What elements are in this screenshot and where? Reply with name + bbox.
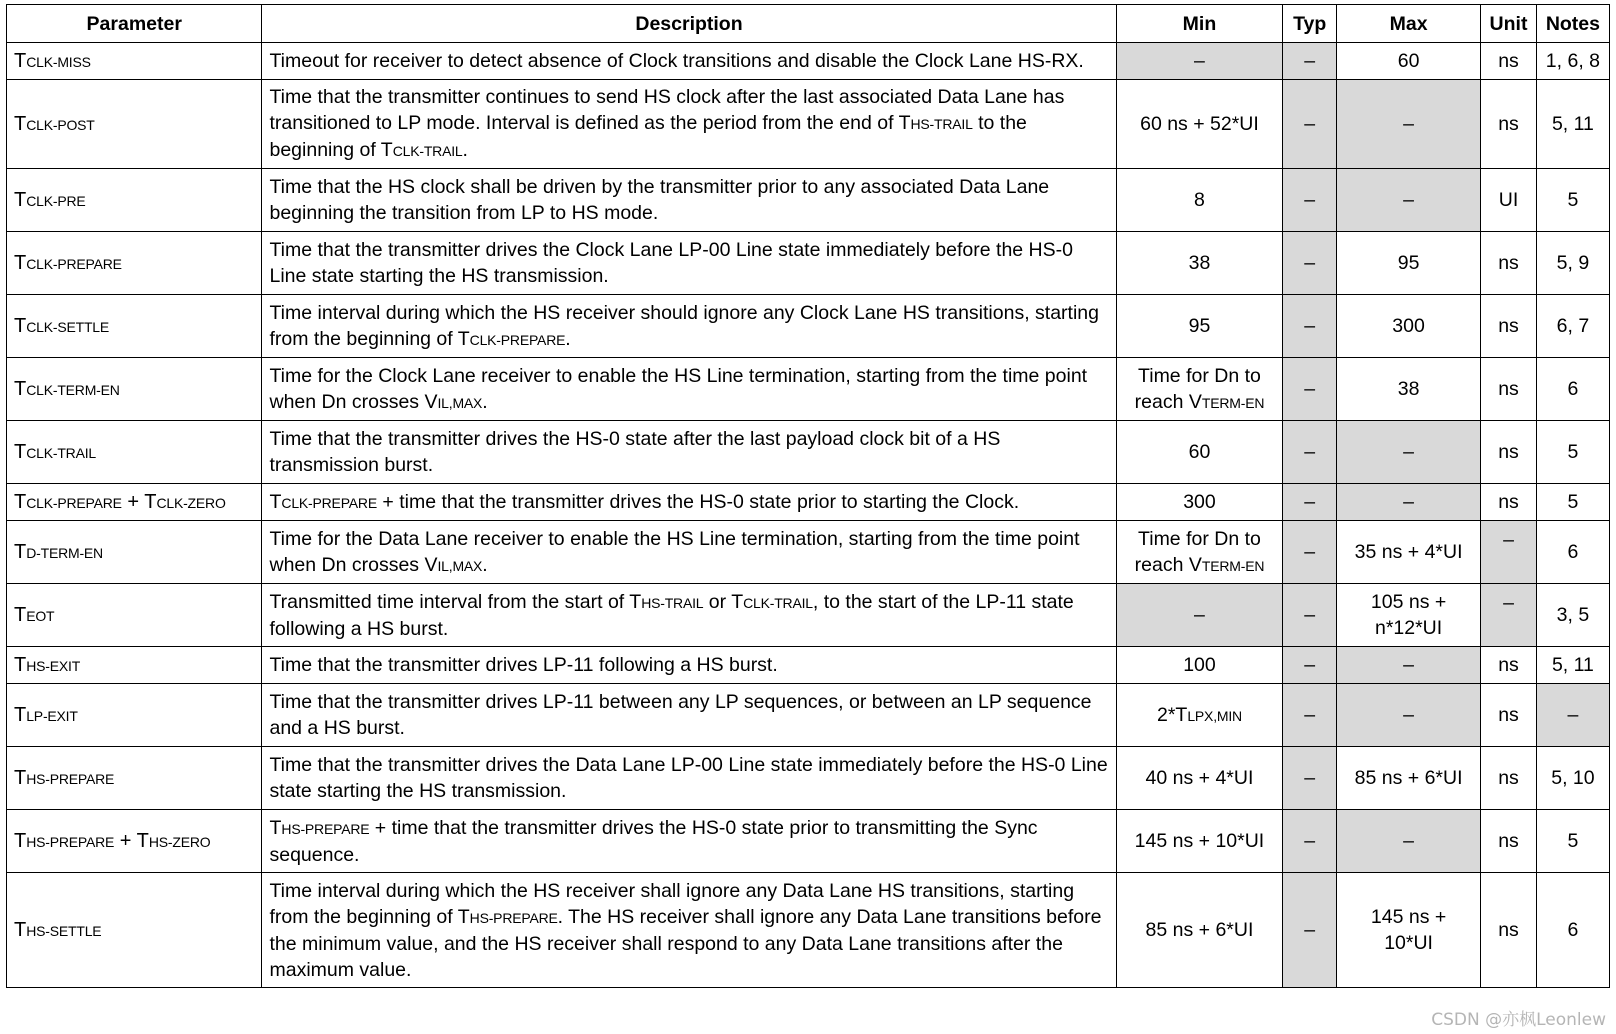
header-parameter: Parameter [7,5,262,43]
unit-cell: ns [1481,43,1537,80]
parameter-cell [7,295,262,358]
table-row [7,169,1610,232]
max-cell [1336,295,1480,358]
subscript-text: LPX,MIN [1187,707,1242,724]
typ-cell: – [1283,484,1337,521]
subscript-text: HS-PREPARE [26,833,115,850]
notes-cell: 5, 11 [1536,647,1609,684]
table-row [7,747,1610,810]
text-run: T [14,49,27,72]
unit-cell: UI [1481,169,1537,232]
text-run: Transmitted time interval from the start of T [269,590,642,613]
description-cell [262,169,1116,232]
parameter-cell [7,684,262,747]
text-run: . [482,390,488,413]
typ-cell: – [1283,873,1337,988]
subscript-text: CLK-ZERO [156,494,226,511]
unit-cell: ns [1481,421,1537,484]
text-run: – [1194,604,1205,626]
parameter-cell [7,421,262,484]
text-run: 95 [1397,252,1420,274]
description-cell [262,873,1116,988]
timing-spec-table [6,4,1610,988]
table-row [7,810,1610,873]
text-run: 35 ns + 4*UI [1354,541,1463,563]
header-unit: Unit [1481,5,1537,43]
text-run: 85 ns + 6*UI [1354,767,1463,789]
typ-cell: – [1283,810,1337,873]
description-cell [262,43,1116,80]
text-run: T [14,703,27,726]
table-row [7,584,1610,647]
text-run: – [1403,491,1414,513]
text-run: Time interval during which the HS receiver should ignore any Clock Lane HS transitions, starting from the beginning of T [269,301,1099,350]
text-run: T [14,766,27,789]
text-run: 85 ns + 6*UI [1145,919,1254,941]
parameter-cell [7,747,262,810]
table-row [7,43,1610,80]
subscript-text: HS-PREPARE [281,820,370,837]
text-run: 60 [1188,441,1211,463]
text-run: T [14,188,27,211]
table-body [7,43,1610,988]
min-cell [1116,421,1283,484]
description-cell [262,584,1116,647]
min-cell [1116,80,1283,169]
text-run: to the beginning of T [269,112,1027,161]
subscript-text: HS-TRAIL [910,116,973,132]
parameter-cell [7,873,262,988]
unit-cell: ns [1481,232,1537,295]
description-cell [262,232,1116,295]
text-run: + T [121,490,157,513]
text-run: 38 [1188,252,1211,274]
text-run: T [14,829,27,852]
notes-cell: 5, 11 [1536,80,1609,169]
unit-cell: ns [1481,747,1537,810]
parameter-cell [7,810,262,873]
description-cell [262,80,1116,169]
watermark: CSDN @亦枫Leonlew [1431,1010,1606,1030]
parameter-cell [7,232,262,295]
text-run: – [1403,113,1414,135]
table-row [7,647,1610,684]
notes-cell: 5 [1536,169,1609,232]
parameter-cell [7,584,262,647]
subscript-text: CLK-TRAIL [392,143,463,159]
text-run: + time that the transmitter drives the HS-0 state prior to transmitting the Sync sequence. [269,816,1038,866]
text-run: 60 ns + 52*UI [1140,113,1259,135]
text-run: Time that the transmitter drives the Clock Lane LP-00 Line state immediately before the HS-0 Line state starting the HS transmission. [269,239,1073,287]
typ-cell: – [1283,747,1337,810]
table-row [7,484,1610,521]
max-cell [1336,169,1480,232]
text-run: 95 [1188,315,1211,337]
subscript-text: TERM-EN [1201,557,1265,574]
notes-cell: 5 [1536,810,1609,873]
text-run: 2*T [1156,703,1188,726]
max-cell [1336,584,1480,647]
text-run: Time that the transmitter drives LP-11 between any LP sequences, or between an LP sequence and a HS burst. [269,691,1092,739]
min-cell [1116,810,1283,873]
subscript-text: HS-PREPARE [469,909,558,926]
subscript-text: HS-PREPARE [26,770,115,787]
subscript-text: TERM-EN [1201,394,1265,411]
text-run: T [14,314,27,337]
unit-cell: ns [1481,873,1537,988]
min-cell [1116,169,1283,232]
text-run: . [482,553,488,576]
min-cell [1116,43,1283,80]
max-cell [1336,747,1480,810]
unit-cell: – [1481,521,1537,584]
text-run: T [14,251,27,274]
text-run: – [1403,654,1414,676]
text-run: – [1403,441,1414,463]
min-cell [1116,295,1283,358]
max-cell [1336,484,1480,521]
notes-cell: 5, 9 [1536,232,1609,295]
text-run: Time for the Data Lane receiver to enable the HS Line termination, starting from the time point when Dn crosses V [269,527,1080,576]
max-cell [1336,684,1480,747]
table-row [7,232,1610,295]
text-run: T [14,440,27,463]
text-run: T [14,603,27,626]
min-cell [1116,358,1283,421]
parameter-cell [7,169,262,232]
description-cell [262,358,1116,421]
text-run: 300 [1392,315,1425,337]
text-run: + time that the transmitter drives the HS-0 state prior to starting the Clock. [376,490,1020,513]
typ-cell: – [1283,295,1337,358]
parameter-cell [7,80,262,169]
notes-cell: 3, 5 [1536,584,1609,647]
description-cell [262,747,1116,810]
subscript-text: CLK-MISS [26,53,91,70]
subscript-text: EOT [26,607,55,624]
table-row [7,295,1610,358]
text-run: , to the start of the LP-11 state following a HS burst. [269,590,1074,640]
subscript-text: IL,MAX [437,394,483,411]
text-run: – [1403,189,1414,211]
description-cell [262,421,1116,484]
typ-cell: – [1283,647,1337,684]
notes-cell: 5, 10 [1536,747,1609,810]
text-run: T [14,653,27,676]
unit-cell: ns [1481,810,1537,873]
parameter-cell [7,358,262,421]
max-cell [1336,810,1480,873]
notes-cell: – [1536,684,1609,747]
text-run: Time that the HS clock shall be driven by the transmitter prior to any associated Data Lane beginning the transition from LP to HS mode. [269,176,1050,224]
notes-cell: 6 [1536,358,1609,421]
typ-cell: – [1283,358,1337,421]
text-run: T [269,490,282,513]
text-run: 8 [1194,189,1205,211]
description-cell [262,521,1116,584]
subscript-text: CLK-PREPARE [26,494,122,511]
parameter-cell [7,521,262,584]
text-run: – [1194,50,1205,72]
text-run: . [565,327,571,350]
max-cell [1336,521,1480,584]
text-run: T [14,918,27,941]
subscript-text: CLK-TRAIL [26,444,96,461]
text-run: 60 [1397,50,1420,72]
description-cell [262,684,1116,747]
min-cell [1116,684,1283,747]
max-cell [1336,43,1480,80]
text-run: . [462,139,468,161]
min-cell [1116,873,1283,988]
subscript-text: CLK-POST [26,116,95,133]
text-run: 105 ns + n*12*UI [1370,591,1447,639]
text-run: . The HS receiver shall ignore any Data Lane transitions before the minimum value, and the HS receiver shall respond to any Data Lane transitions after the maximum value. [269,905,1102,981]
subscript-text: CLK-TRAIL [743,594,813,611]
typ-cell: – [1283,80,1337,169]
text-run: Time that the transmitter drives LP-11 following a HS burst. [269,654,778,676]
table-row [7,80,1610,169]
unit-cell: ns [1481,358,1537,421]
text-run: Time for Dn to reach V [1134,527,1261,576]
text-run: Time that the transmitter drives the Data Lane LP-00 Line state immediately before the HS-0 Line state starting the HS transmission. [269,754,1108,802]
notes-cell: 6 [1536,873,1609,988]
notes-cell: 1, 6, 8 [1536,43,1609,80]
text-run: Time for Dn to reach V [1134,364,1261,413]
subscript-text: D-TERM-EN [26,544,103,561]
text-run: Timeout for receiver to detect absence of Clock transitions and disable the Clock Lane HS-RX. [269,50,1084,72]
max-cell [1336,421,1480,484]
unit-cell: ns [1481,684,1537,747]
text-run: Time that the transmitter continues to send HS clock after the last associated Data Lane has transitioned to LP mode. Interval is defined as the period from the end of T [269,86,1065,134]
table-row [7,421,1610,484]
text-run: + T [114,829,149,852]
subscript-text: CLK-PREPARE [469,331,566,348]
text-run: T [269,816,282,839]
header-typ: Typ [1283,5,1337,43]
text-run: T [14,377,27,400]
subscript-text: HS-ZERO [148,833,211,850]
notes-cell: 6 [1536,521,1609,584]
description-cell [262,484,1116,521]
table-row [7,684,1610,747]
typ-cell: – [1283,421,1337,484]
text-run: – [1403,830,1414,852]
notes-cell: 5 [1536,484,1609,521]
text-run: T [14,490,27,513]
text-run: 145 ns + 10*UI [1370,906,1447,954]
text-run: 145 ns + 10*UI [1134,830,1265,852]
table-row [7,521,1610,584]
typ-cell: – [1283,169,1337,232]
max-cell [1336,873,1480,988]
typ-cell: – [1283,684,1337,747]
text-run: 300 [1183,491,1216,513]
text-run: T [14,112,27,135]
max-cell [1336,358,1480,421]
text-run: Time that the transmitter drives the HS-0 state after the last payload clock bit of a HS transmission burst. [269,428,1001,476]
header-min: Min [1116,5,1283,43]
subscript-text: CLK-TERM-EN [26,381,120,398]
table-row [7,873,1610,988]
max-cell [1336,80,1480,169]
subscript-text: HS-EXIT [26,657,81,674]
description-cell [262,810,1116,873]
typ-cell: – [1283,521,1337,584]
min-cell [1116,747,1283,810]
description-cell [262,295,1116,358]
header-notes: Notes [1536,5,1609,43]
text-run: or T [703,590,744,613]
typ-cell: – [1283,232,1337,295]
parameter-cell [7,647,262,684]
unit-cell: ns [1481,295,1537,358]
min-cell [1116,584,1283,647]
unit-cell: ns [1481,647,1537,684]
subscript-text: HS-SETTLE [26,922,102,939]
table-row [7,358,1610,421]
subscript-text: LP-EXIT [26,707,78,724]
parameter-cell [7,43,262,80]
text-run: Time interval during which the HS receiver shall ignore any Data Lane HS transitions, starting from the beginning of T [269,879,1075,928]
min-cell [1116,647,1283,684]
max-cell [1336,647,1480,684]
typ-cell: – [1283,43,1337,80]
notes-cell: 5 [1536,421,1609,484]
text-run: 100 [1183,654,1216,676]
text-run: 40 ns + 4*UI [1145,767,1254,789]
subscript-text: CLK-PREPARE [26,255,122,272]
text-run: – [1403,704,1414,726]
unit-cell: ns [1481,80,1537,169]
min-cell [1116,232,1283,295]
subscript-text: HS-TRAIL [641,594,704,611]
parameter-cell [7,484,262,521]
text-run: Time for the Clock Lane receiver to enable the HS Line termination, starting from the time point when Dn crosses V [269,364,1088,413]
description-cell [262,647,1116,684]
header-max: Max [1336,5,1480,43]
text-run: 38 [1397,378,1420,400]
subscript-text: CLK-PREPARE [281,494,377,511]
typ-cell: – [1283,584,1337,647]
unit-cell: ns [1481,484,1537,521]
notes-cell: 6, 7 [1536,295,1609,358]
min-cell [1116,484,1283,521]
table-header-row [7,5,1610,43]
unit-cell: – [1481,584,1537,647]
subscript-text: CLK-SETTLE [26,318,110,335]
text-run: T [14,540,27,563]
min-cell [1116,521,1283,584]
subscript-text: CLK-PRE [26,192,86,209]
max-cell [1336,232,1480,295]
subscript-text: IL,MAX [437,557,483,574]
header-description: Description [262,5,1116,43]
